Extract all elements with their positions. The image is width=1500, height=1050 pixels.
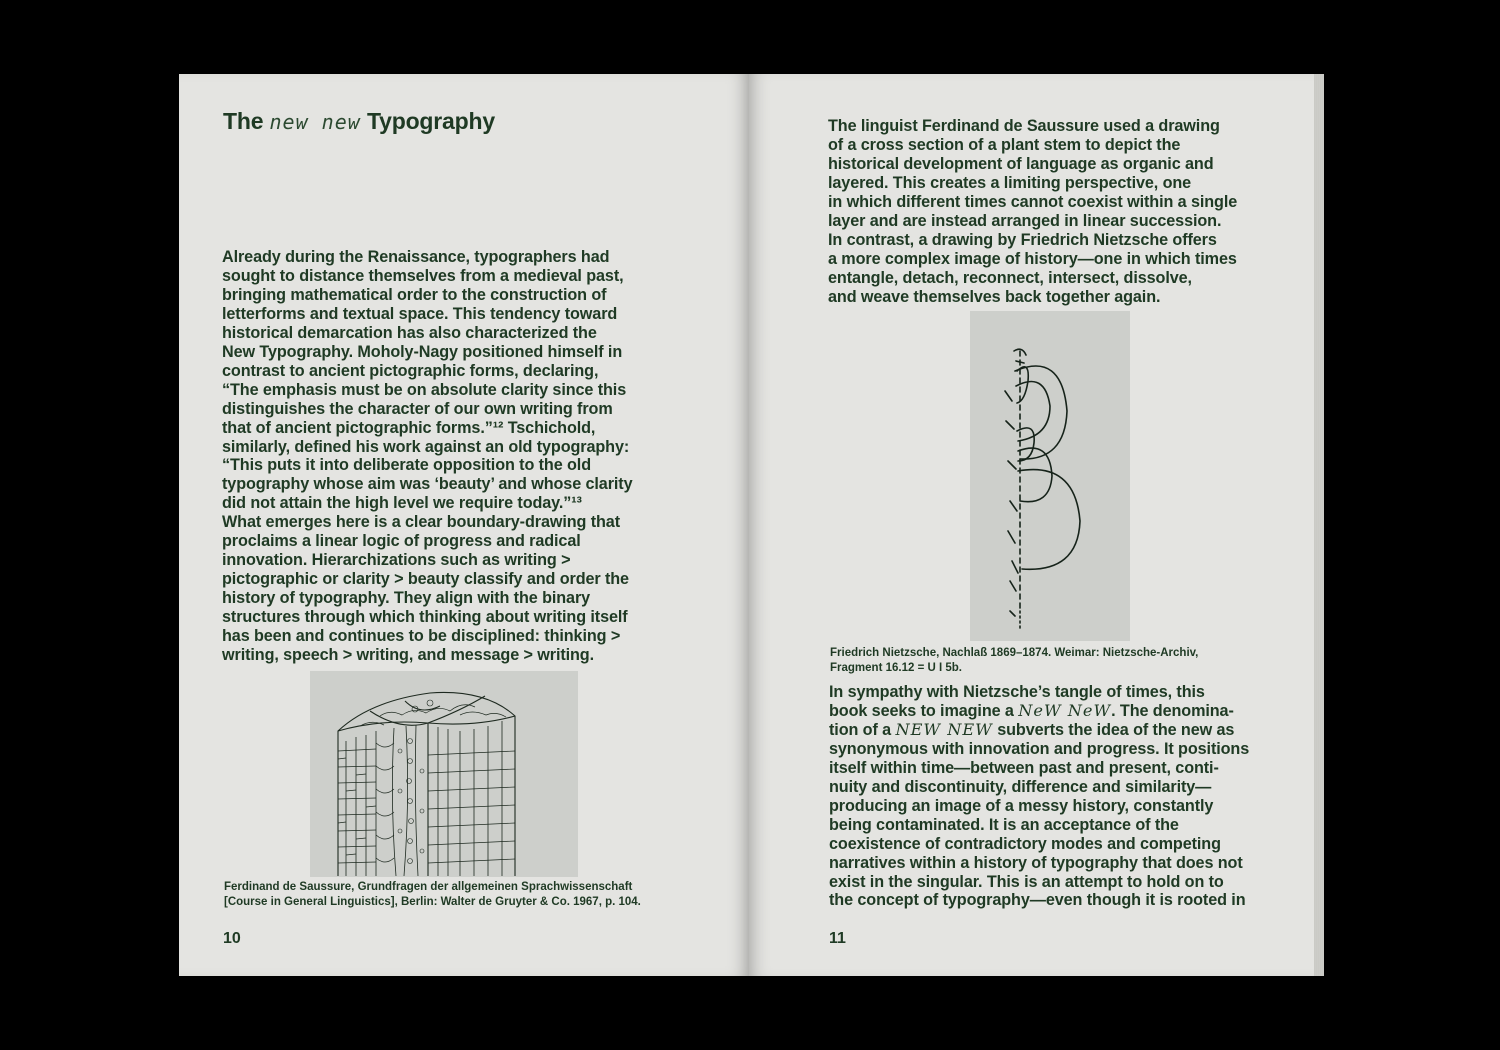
right-body-line-3-pre: tion of a: [829, 720, 896, 739]
nietzsche-figure-caption: Friedrich Nietzsche, Nachlaß 1869–1874. Weimar: Nietzsche-Archiv, Fragment 16.12 = U I 5b.: [830, 647, 1199, 674]
right-body-line-2-pre: book seeks to imagine a: [829, 701, 1019, 720]
title-typography: Typography: [367, 108, 495, 134]
page-number-left: 10: [223, 930, 241, 947]
decorative-new-new-1: NeW NeW: [1018, 700, 1112, 720]
right-body-paragraph: [829, 683, 1249, 910]
page-title: [223, 108, 495, 135]
right-body-line-1: In sympathy with Nietzsche’s tangle of times, this: [829, 683, 1205, 701]
right-body-rest: synonymous with innovation and progress. It positions itself within time—between past and present, conti- nuity and discontinuity, difference and similarity— producing an image of a messy history, constantly being contaminated. It is an acceptance of the coexistence of contradictory modes and competing narratives within a history of typography that does not exist in the singular. This is an attempt to hold on to the concept of typography—even though it is rooted in: [829, 739, 1250, 910]
title-the: The: [223, 108, 264, 134]
right-top-paragraph: The linguist Ferdinand de Saussure used a drawing of a cross section of a plant stem to depict the historical development of language as organic and layered. This creates a limiting perspective, one in which different times cannot coexist within a single layer and are instead arranged in linear succession. In contrast, a drawing by Friedrich Nietzsche offers a more complex image of history—one in which times entangle, detach, reconnect, intersect, dissolve, and weave themselves back together again.: [828, 117, 1238, 306]
left-page: [179, 74, 749, 976]
decorative-new-new-2: NEW NEW: [895, 719, 993, 739]
right-body-line-2-post: . The denomina-: [1111, 701, 1234, 720]
page-number-right: 11: [829, 930, 846, 947]
right-body-line-3-post: subverts the idea of the new as: [992, 720, 1235, 739]
right-page: [749, 74, 1314, 976]
saussure-plant-stem-figure: [310, 671, 578, 877]
nietzsche-fragment-figure: [970, 311, 1130, 641]
nietzsche-loops-drawing: [970, 311, 1130, 641]
saussure-figure-caption: Ferdinand de Saussure, Grundfragen der allgemeinen Sprachwissenschaft [Course in General Linguistics], Berlin: Walter de Gruyter & Co. 1967, p. 104.: [224, 881, 641, 908]
title-handwritten-new-new: new new: [269, 110, 361, 134]
plant-stem-cross-section-drawing: [310, 671, 578, 877]
book-page-edges: [1314, 74, 1324, 976]
left-body-paragraph: Already during the Renaissance, typographers had sought to distance themselves from a medieval past, bringing mathematical order to the construction of letterforms and textual space. This tendency toward historical demarcation has also characterized the New Typography. Moholy-Nagy positioned himself in contrast to ancient pictographic forms, declaring, “The emphasis must be on absolute clarity since this distinguishes the character of our own writing from that of ancient pictographic forms.”¹² Tschichold, similarly, defined his work against an old typography: “This puts it into deliberate opposition to the old typography whose aim was ‘beauty’ and whose clarity did not attain the high level we require today.”¹³ What emerges here is a clear boundary-drawing that proclaims a linear logic of progress and radical innovation. Hierarchizations such as writing > pictographic or clarity > beauty classify and order the history of typography. They align with the binary structures through which thinking about writing itself has been and continues to be disciplined: thinking > writing, speech > writing, and message > writing.: [222, 248, 633, 665]
